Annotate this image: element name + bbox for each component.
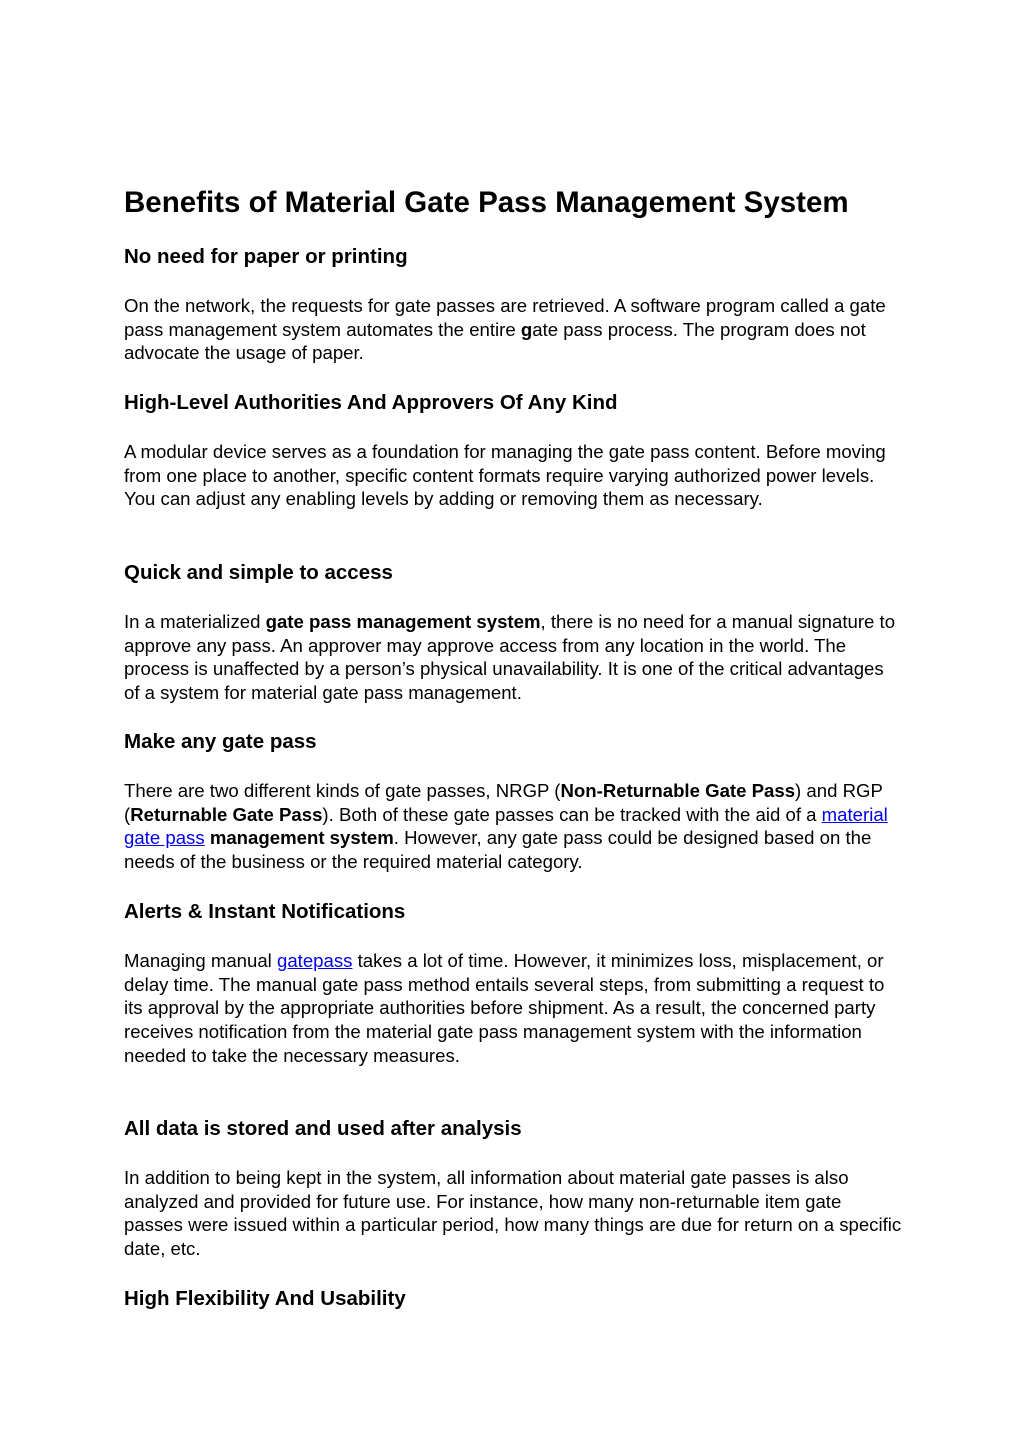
section-heading-alerts: Alerts & Instant Notifications <box>124 900 406 923</box>
section-heading-authorities: High-Level Authorities And Approvers Of Any Kind <box>124 391 618 414</box>
material-gate-pass-link[interactable]: material gate pass <box>124 803 888 849</box>
section-heading-data: All data is stored and used after analysis <box>124 1117 522 1140</box>
gatepass-link[interactable]: gatepass <box>276 950 353 971</box>
section-body-alerts: Managing manual gatepass takes a lot of time. However, it minimizes loss, misplacement, or delay time. The manual gate pass method entails several steps, from submitting a request to its approval by the appropriate authorities before shipment. As a result, the concerned party receives notification from the material gate pass management system with the information needed to take the necessary measures. <box>124 950 885 1066</box>
section-heading-flexibility: High Flexibility And Usability <box>124 1287 406 1310</box>
section-body-paper: On the network, the requests for gate passes are retrieved. A software program called a gate pass management system automates the entire gate pass process. The program does not advocate the usage of paper. <box>124 295 886 364</box>
section-heading-access: Quick and simple to access <box>124 561 393 584</box>
section-body-access: In a materialized gate pass management system, there is no need for a manual signature to approve any pass. An approver may approve access from any location in the world. The process is unaffected by a person’s physical unavailability. It is one of the critical advantages of a system for material gate pass management. <box>124 611 896 704</box>
page-title: Benefits of Material Gate Pass Management System <box>124 186 849 219</box>
section-body-authorities: A modular device serves as a foundation for managing the gate pass content. Before moving from one place to another, specific content formats require varying authorized power levels. You can adjust any enabling levels by adding or removing them as necessary. <box>124 441 886 510</box>
section-body-make-pass: There are two different kinds of gate passes, NRGP (Non-Returnable Gate Pass) and RGP (Returnable Gate Pass). Both of these gate passes can be tracked with the aid of a material gate pass management system. However, any gate pass could be designed based on the needs of the business or the required material category. <box>124 780 888 873</box>
section-heading-paper: No need for paper or printing <box>124 245 408 268</box>
section-heading-make-pass: Make any gate pass <box>124 730 317 753</box>
section-body-data: In addition to being kept in the system, all information about material gate passes is also analyzed and provided for future use. For instance, how many non-returnable item gate passes were issued within a particular period, how many things are due for return on a specific date, etc. <box>124 1167 902 1260</box>
